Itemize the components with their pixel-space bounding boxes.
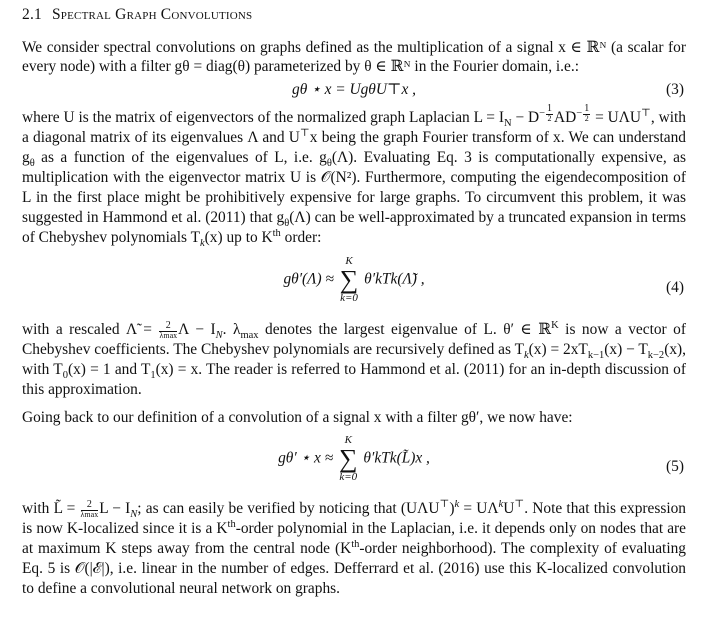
fraction-half-2: $\frac{1}{2}$	[584, 103, 590, 123]
equation-4	[22, 256, 686, 318]
paper-page	[22, 6, 686, 599]
equation-3-body: gθ ⋆ x = UgθU⊤x ,	[292, 81, 416, 98]
section-title: Spectral Graph Convolutions	[51, 6, 253, 23]
summation-symbol: K ∑ k=0	[339, 434, 358, 484]
equation-4-number: (4)	[666, 279, 684, 297]
paragraph-localized: with L̃ = $\frac{2}{\lambda\max}$ $L - I_N$; as can easily be verified by noticing that $(U\Lambda U^⊤)^k = U\Lambda^kU^⊤$. Note that this expression is now K-localized since it is a $K^{th}$-order polynomial in the Laplacian, i.e. it depends only on nodes that are at maximum K steps away from the central node ($K^{th}$-order neighborhood). The complexity of evaluating Eq. 5 is 𝒪(|ℰ|), i.e. linear in the number of edges. Defferrard et al. (2016) use this K-localized convolution to define a convolutional neural network on graphs.	[22, 498, 687, 598]
equation-3	[22, 78, 686, 102]
summation-symbol: K ∑ k=0	[339, 255, 359, 305]
fraction-rescale: $\frac{2}{\lambda\max}$	[159, 320, 178, 340]
fraction-rescale-l: $\frac{2}{\lambda\max}$	[80, 499, 99, 519]
section-heading	[22, 6, 686, 24]
fraction-half-1: $\frac{1}{2}$	[547, 103, 553, 123]
paragraph-intro: We consider spectral convolutions on graphs defined as the multiplication of a signal x ∈ ℝᴺ (a scalar for every node) with a filter gθ = diag(θ) parameterized by θ ∈ ℝᴺ in the Fourier domain, i.e.:	[22, 39, 686, 75]
equation-4-rhs: θ′kTk(Λ̃) ,	[364, 270, 425, 288]
equation-5-lhs: gθ′ ⋆ x ≈	[278, 449, 334, 467]
paragraph-laplacian: where U is the matrix of eigenvectors of the normalized graph Laplacian $L = I_N - D^{- \frac{1}{2}}$ $AD^{- \frac{1}{2}}$ = UΛU⊤, with a diagonal matrix of its eigenvalues Λ and U⊤x being the graph Fourier transform of x. We can understand $g_\theta$ as a function of the eigenvalues of L, i.e. $g_\theta(\Lambda)$. Evaluating Eq. 3 is computationally expensive, as multiplication with the eigenvector matrix U is 𝒪(N²). Furthermore, computing the eigendecomposition of L in the first place might be prohibitively expensive for large graphs. To circumvent this problem, it was suggested in Hammond et al. (2011) that $g_\theta(\Lambda)$ can be well-approximated by a truncated expansion in terms of Chebyshev polynomials $T_k(x)$ up to $K^{th}$ order:	[22, 103, 687, 250]
paragraph-chebyshev: with a rescaled Λ̃ = $\frac{2}{\lambda\max}$ $\Lambda - I_N$. $\lambda_{max}$ denotes the largest eigenvalue of L. θ′ ∈ ℝ$^K$ is now a vector of Chebyshev coefficients. The Chebyshev polynomials are recursively defined as $T_k(x) = 2xT_{k-1}(x) - T_{k-2}(x)$, with $T_0(x) = 1$ and $T_1(x) = x$. The reader is referred to Hammond et al. (2011) for an in-depth discussion of this approximation.	[22, 319, 686, 399]
equation-3-number: (3)	[666, 81, 684, 98]
section-number: 2.1	[22, 6, 42, 23]
equation-5-number: (5)	[666, 458, 684, 476]
paragraph-going-back: Going back to our definition of a convolution of a signal x with a filter gθ′, we now have:	[22, 409, 573, 427]
equation-4-lhs: gθ′(Λ) ≈	[283, 270, 334, 288]
equation-5-rhs: θ′kTk(L̃)x ,	[363, 449, 430, 467]
equation-5	[22, 435, 686, 497]
